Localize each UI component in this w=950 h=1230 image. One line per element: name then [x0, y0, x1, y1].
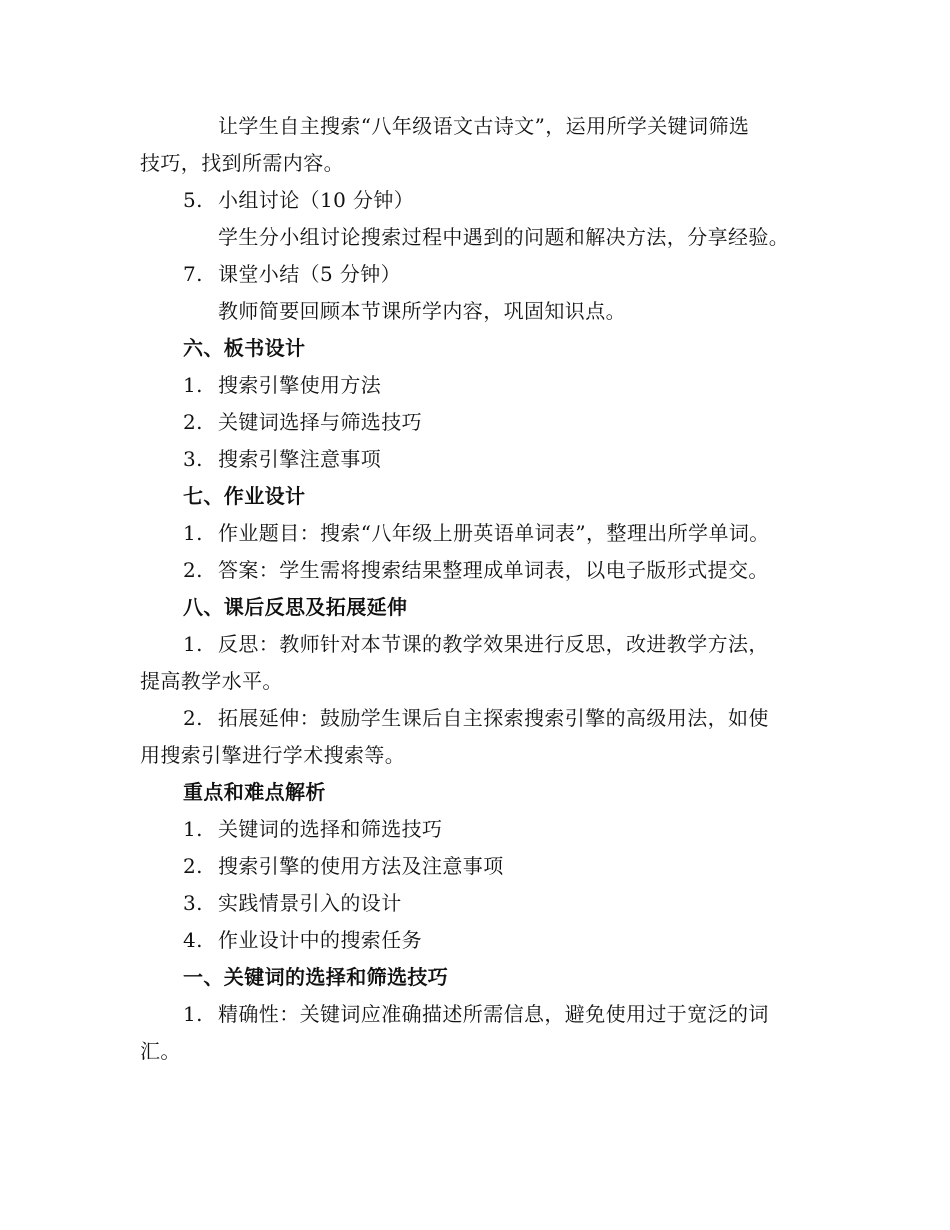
section-heading: 六、板书设计 — [183, 336, 306, 360]
list-item: 1. 关键词的选择和筛选技巧 — [183, 817, 443, 841]
list-item-step-5: 5. 小组讨论（10 分钟） — [183, 188, 415, 212]
list-item: 1. 精确性：关键词应准确描述所需信息，避免使用过于宽泛的词 — [183, 1002, 769, 1026]
list-item: 2. 答案：学生需将搜索结果整理成单词表，以电子版形式提交。 — [183, 558, 769, 582]
list-item: 2. 拓展延伸：鼓励学生课后自主探索搜索引擎的高级用法，如使 — [183, 706, 769, 730]
list-item: 1. 作业题目：搜索“八年级上册英语单词表”，整理出所学单词。 — [183, 521, 770, 545]
list-item: 1. 搜索引擎使用方法 — [183, 373, 382, 397]
paragraph-line: 用搜索引擎进行学术搜索等。 — [140, 743, 406, 767]
list-item: 4. 作业设计中的搜索任务 — [183, 928, 422, 952]
list-item: 2. 搜索引擎的使用方法及注意事项 — [183, 854, 504, 878]
paragraph-line: 提高教学水平。 — [140, 669, 283, 693]
paragraph-line: 让学生自主搜索“八年级语文古诗文”，运用所学关键词筛选 — [218, 114, 750, 138]
list-item: 3. 实践情景引入的设计 — [183, 891, 402, 915]
paragraph-line: 教师简要回顾本节课所学内容，巩固知识点。 — [218, 299, 626, 323]
paragraph-line: 学生分小组讨论搜索过程中遇到的问题和解决方法，分享经验。 — [218, 225, 790, 249]
list-item-step-7: 7. 课堂小结（5 分钟） — [183, 262, 402, 286]
list-item: 3. 搜索引擎注意事项 — [183, 447, 382, 471]
paragraph-line: 汇。 — [140, 1039, 181, 1063]
paragraph-line: 技巧，找到所需内容。 — [140, 151, 344, 175]
list-item: 2. 关键词选择与筛选技巧 — [183, 410, 422, 434]
section-heading: 一、关键词的选择和筛选技巧 — [183, 965, 449, 989]
list-item: 1. 反思：教师针对本节课的教学效果进行反思，改进教学方法， — [183, 632, 769, 656]
section-heading: 七、作业设计 — [183, 484, 306, 508]
section-heading: 八、课后反思及拓展延伸 — [183, 595, 408, 619]
section-heading: 重点和难点解析 — [183, 780, 326, 804]
